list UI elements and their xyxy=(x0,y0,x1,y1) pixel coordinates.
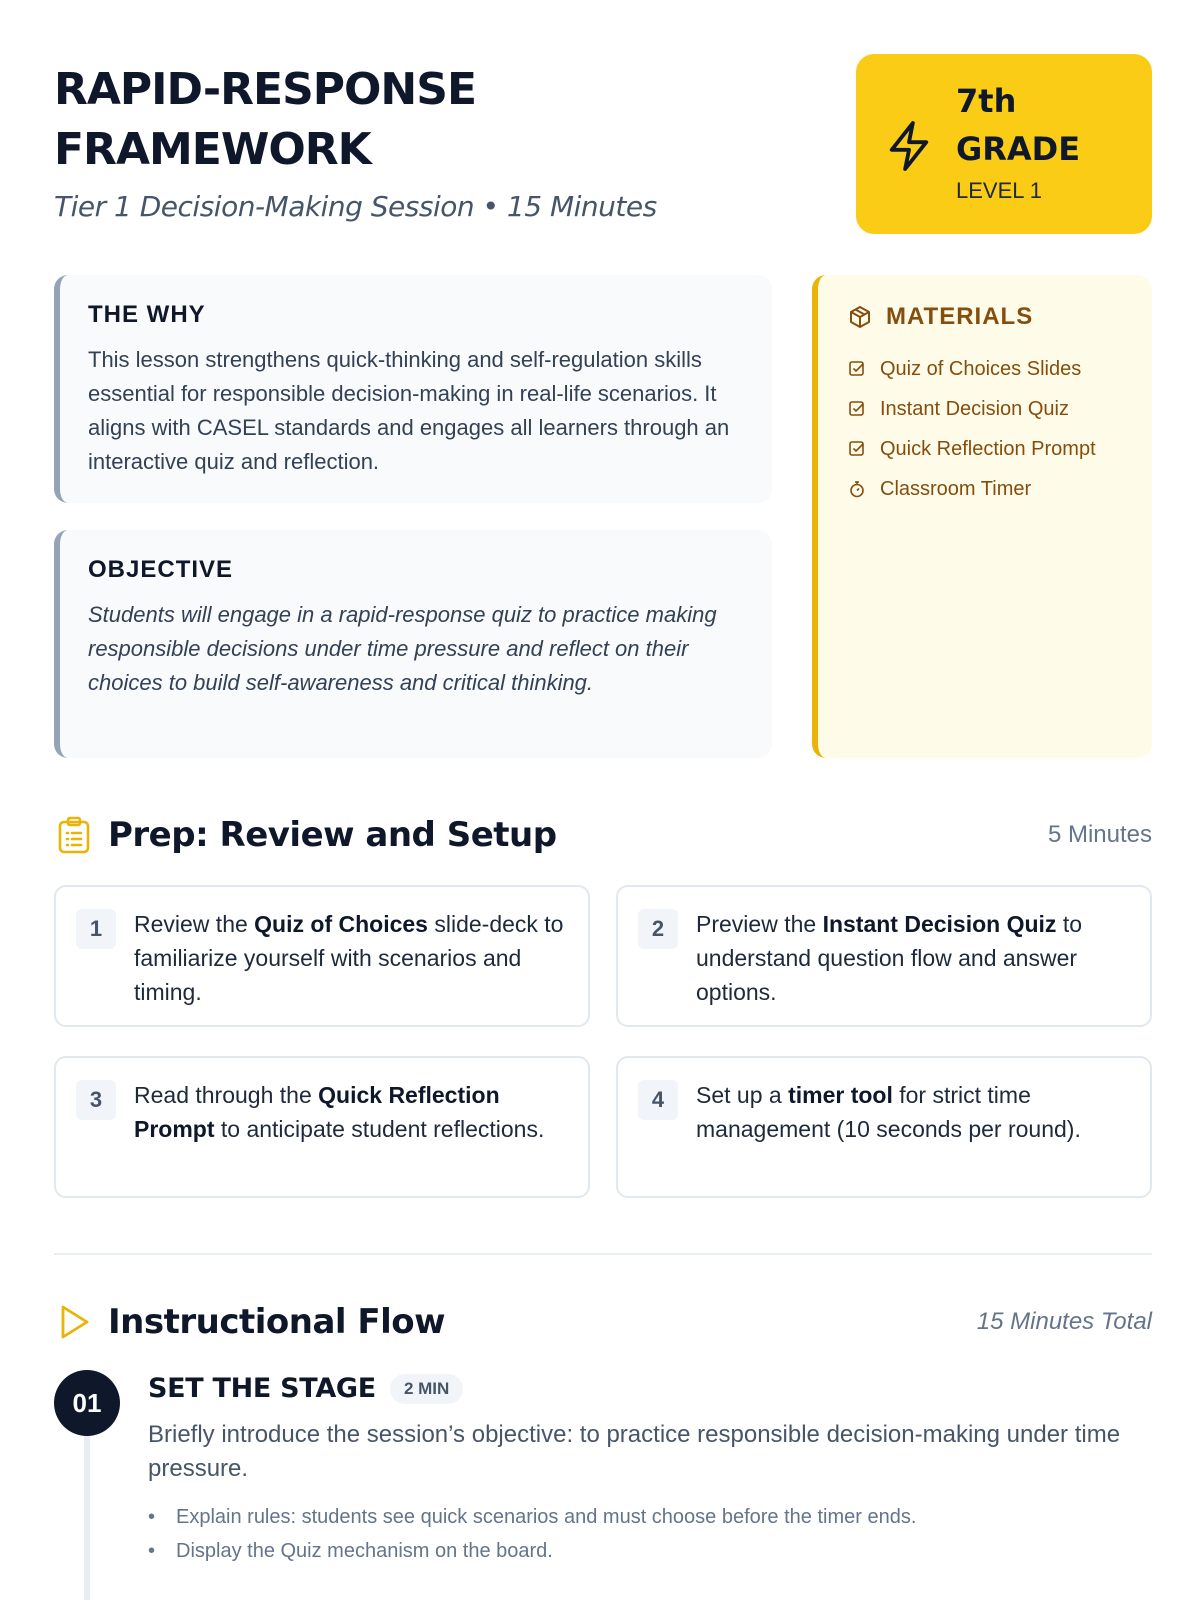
objective-body: Students will engage in a rapid-response quiz to practice making responsible decisions under time pressure and reflect on their choices to build self-awareness and critical thinking. xyxy=(88,602,717,695)
box-icon xyxy=(848,305,872,329)
lesson-plan-page xyxy=(54,0,1152,1600)
step-text: Preview the Instant Decision Quiz to understand question flow and answer options. xyxy=(696,911,1083,1005)
flow-title: Instructional Flow xyxy=(108,1302,446,1342)
step-number: 3 xyxy=(76,1080,116,1120)
step-text: Set up a timer tool for strict time management (10 seconds per round). xyxy=(696,1082,1081,1142)
why-heading: THE WHY xyxy=(88,301,206,328)
grade-number: 7th xyxy=(956,82,1017,120)
stage-duration-chip: 2 MIN xyxy=(390,1374,463,1404)
step-text: Read through the Quick Reflection Prompt to anticipate student reflections. xyxy=(134,1082,545,1142)
section-divider xyxy=(54,1253,1152,1255)
prep-step xyxy=(54,1056,590,1198)
lightning-icon xyxy=(886,120,932,172)
grade-label: GRADE xyxy=(956,130,1081,168)
stage-bullets xyxy=(148,1500,1152,1568)
materials-panel xyxy=(812,275,1152,758)
material-item xyxy=(848,389,1152,429)
step-number: 2 xyxy=(638,909,678,949)
prep-section-header xyxy=(54,810,1152,860)
play-icon xyxy=(54,1302,94,1342)
stage-number-badge: 01 xyxy=(54,1370,120,1436)
stage-header xyxy=(148,1373,1152,1404)
material-item xyxy=(848,429,1152,469)
header xyxy=(54,60,1152,240)
prep-step xyxy=(616,885,1152,1027)
materials-heading: MATERIALS xyxy=(886,303,1034,330)
material-item xyxy=(848,349,1152,389)
stage-bullet: • Explain rules: students see quick scenarios and must choose before the timer ends. xyxy=(148,1500,1152,1534)
page-subtitle: Tier 1 Decision-Making Session • 15 Minutes xyxy=(54,190,657,223)
why-body: This lesson strengthens quick-thinking and self-regulation skills essential for responsible decision-making in real-life scenarios. It aligns with CASEL standards and engages all learners through an interactive quiz and reflection. xyxy=(88,347,730,474)
checkbox-icon xyxy=(848,360,866,378)
prep-step xyxy=(616,1056,1152,1198)
materials-header xyxy=(848,303,1152,331)
objective-heading: OBJECTIVE xyxy=(88,556,234,583)
flow-section-header xyxy=(54,1297,1152,1347)
checkbox-icon xyxy=(848,400,866,418)
prep-title: Prep: Review and Setup xyxy=(108,815,557,855)
objective-card xyxy=(54,530,772,758)
material-label: Instant Decision Quiz xyxy=(880,397,1069,420)
step-number: 4 xyxy=(638,1080,678,1120)
flow-duration: 15 Minutes Total xyxy=(976,1308,1152,1335)
step-text: Review the Quiz of Choices slide-deck to familiarize yourself with scenarios and timing. xyxy=(134,911,564,1005)
prep-duration: 5 Minutes xyxy=(1047,821,1152,848)
stage-description: Briefly introduce the session’s objective: to practice responsible decision-making under time pressure. xyxy=(148,1421,1121,1482)
why-card xyxy=(54,275,772,503)
grade-badge xyxy=(856,54,1152,234)
title-line-1: RAPID-RESPONSE xyxy=(54,64,477,115)
step-number: 1 xyxy=(76,909,116,949)
stage-content xyxy=(148,1373,1152,1568)
timeline-line xyxy=(84,1420,90,1600)
material-label: Quick Reflection Prompt xyxy=(880,437,1096,460)
checkbox-icon xyxy=(848,440,866,458)
prep-step xyxy=(54,885,590,1027)
level-label: LEVEL 1 xyxy=(956,178,1043,203)
clipboard-icon xyxy=(54,815,94,855)
stage-title: SET THE STAGE xyxy=(148,1373,376,1404)
stopwatch-icon xyxy=(848,480,866,498)
material-label: Classroom Timer xyxy=(880,477,1032,500)
material-label: Quiz of Choices Slides xyxy=(880,357,1082,380)
title-line-2: FRAMEWORK xyxy=(54,124,371,175)
stage-bullet: • Display the Quiz mechanism on the board. xyxy=(148,1534,1152,1568)
material-item xyxy=(848,469,1152,509)
